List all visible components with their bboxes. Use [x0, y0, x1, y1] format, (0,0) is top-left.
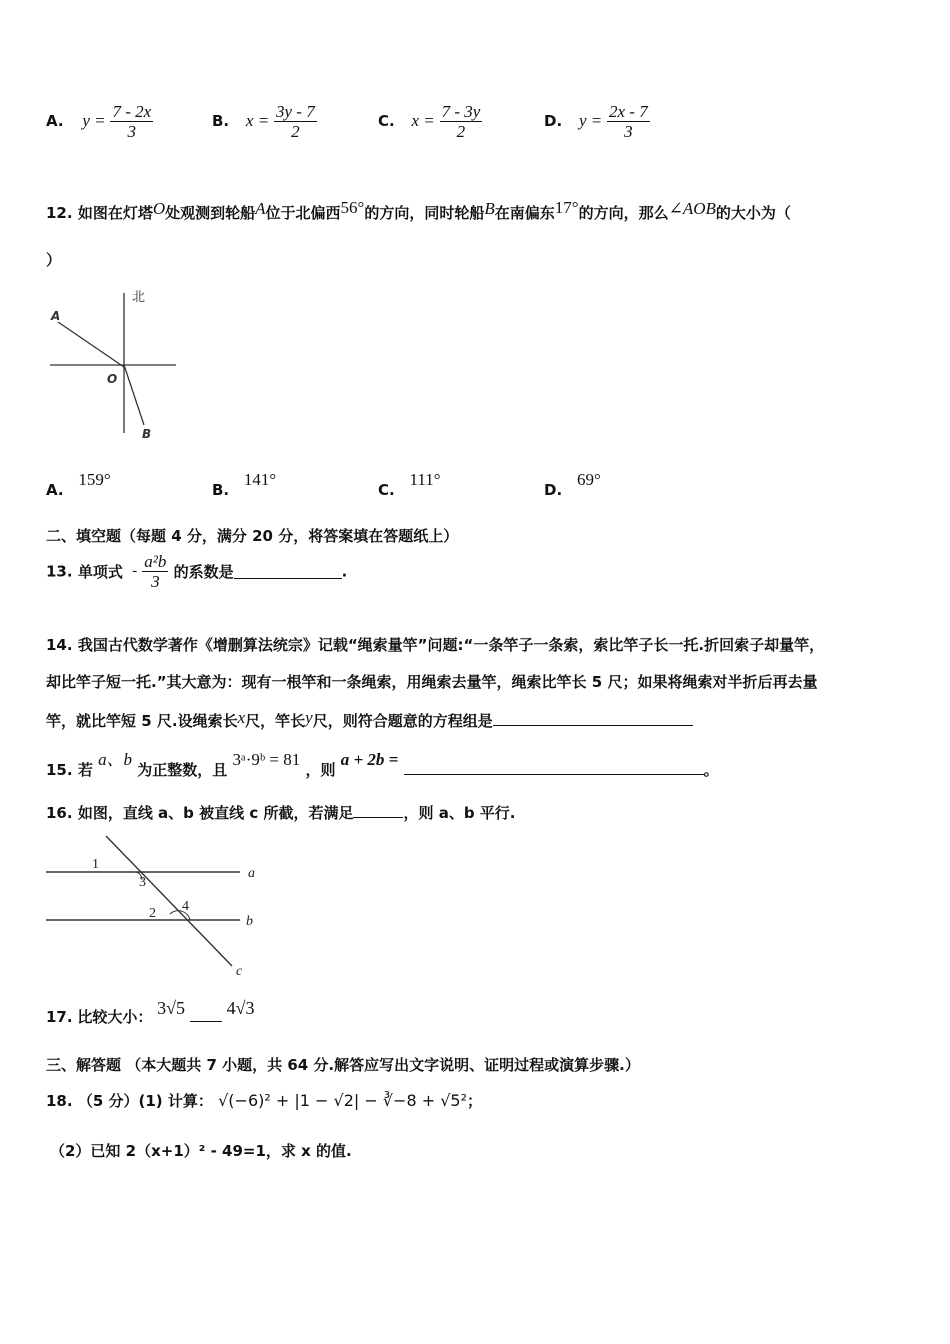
section2-heading: 二、填空题（每题 4 分，满分 20 分，将答案填在答题纸上） [46, 527, 459, 545]
angle-2-label: 2 [149, 906, 156, 921]
q16-question: 16. 如图，直线 a、b 被直线 c 所截，若满足 ，则 a、b 平行. [46, 804, 516, 822]
q12-close-paren: ） [46, 251, 62, 269]
q12-option-b: B. 141° [212, 470, 277, 499]
fraction: $\frac{2x - 7}{3}$ [609, 102, 648, 141]
q17-answer-blank[interactable] [190, 1009, 222, 1022]
q13-question: 13. 单项式 - $\frac{\text{a²b}}{3}$ 的系数是 . [46, 552, 348, 591]
line-c [106, 836, 232, 966]
point-b-label: B [142, 427, 152, 441]
q12-question: 12. 如图在灯塔O处观测到轮船A位于北偏西56°的方向，同时轮船B在南偏东17°的方向，那么∠AOB的大小为（ [46, 198, 791, 222]
q12-option-d: D. 69° [544, 470, 601, 499]
q14-line-3: 竿，就比竿短 5 尺.设绳索长x尺，竿长y尺，则符合题意的方程组是 [46, 708, 693, 731]
ray-ob [124, 365, 144, 425]
q14-line-2: 却比竿子短一托.”其大意为：现有一根竿和一条绳索，用绳索去量竿，绳索比竿长 5 尺；如果将绳索对半折后再去量 [46, 673, 818, 691]
q18-part2: （2）已知 2（x+1）² - 49=1，求 x 的值. [50, 1142, 352, 1160]
q11-option-b: B. x = $\frac{3y - 7}{2}$ [212, 102, 315, 141]
line-b-label: b [246, 914, 253, 929]
section3-heading: 三、解答题 （本大题共 7 小题，共 64 分.解答应写出文字说明、证明过程或演算步骤.） [46, 1056, 640, 1074]
q11-option-d: D. y = $\frac{2x - 7}{3}$ [544, 102, 648, 141]
q16-answer-blank[interactable] [353, 803, 403, 818]
point-a-label: A [51, 309, 61, 323]
q15-question: 15. 若 a、b 为正整数，且 3ᵃ·9ᵇ = 81 ，则 a + 2b = 。 [46, 750, 719, 779]
q12-figure [46, 285, 186, 445]
point-o-label: O [107, 372, 118, 386]
fraction: $\frac{3y - 7}{2}$ [275, 102, 315, 141]
q11-option-c: C. x = $\frac{7 - 3y}{2}$ [378, 102, 481, 141]
angle-3-label: 3 [139, 875, 146, 890]
q12-option-a: A. 159° [46, 470, 111, 499]
line-c-label: c [236, 964, 243, 979]
fraction: $\frac{7 - 2x}{3}$ [112, 102, 152, 141]
q12-option-c: C. 111° [378, 470, 441, 499]
ray-oa [58, 322, 124, 367]
angle-4-label: 4 [182, 899, 189, 914]
q17-question: 17. 比较大小： 3√5 4√3 [46, 998, 255, 1026]
q13-answer-blank[interactable] [234, 564, 342, 579]
line-a-label: a [248, 866, 255, 881]
q15-answer-blank[interactable] [404, 760, 704, 775]
fraction: $\frac{\text{a²b}}{3}$ [144, 552, 167, 591]
north-label: 北 [132, 290, 146, 305]
q14-answer-blank[interactable] [493, 711, 693, 726]
q16-figure [44, 832, 274, 982]
q14-line-1: 14. 我国古代数学著作《增删算法统宗》记载“绳索量竿”问题:“一条竿子一条索，索比竿子长一托.折回索子却量竿， [46, 636, 825, 654]
q11-option-a: A. y = $\frac{7 - 2x}{3}$ [46, 102, 152, 141]
fraction: $\frac{7 - 3y}{2}$ [441, 102, 481, 141]
q18-part1: 18. （5 分）(1) 计算： √(−6)² + |1 − √2| − ∛−8 + √5²； [46, 1091, 483, 1110]
angle-1-label: 1 [92, 857, 99, 872]
